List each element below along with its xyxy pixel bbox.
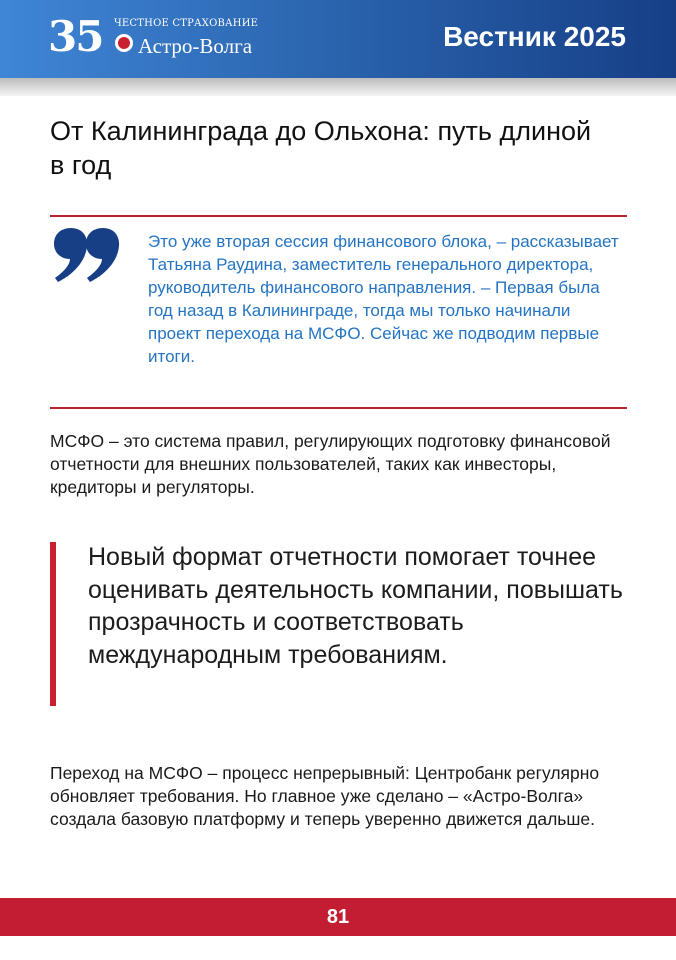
page-number: 81 <box>326 906 350 928</box>
quote-top-divider <box>50 215 627 217</box>
quote-text: Это уже вторая сессия финансового блока, – рассказывает Татьяна Раудина, заместитель генерального директора, руководитель финансового направления. – Первая была год назад в Калининграде, тогда мы только начинали проект перехода на МСФО. Сейчас же подводим первые итоги. <box>148 232 619 366</box>
quote-bottom-divider <box>50 407 627 409</box>
logo-number: 35 <box>48 12 103 61</box>
callout-accent-bar <box>50 542 56 706</box>
footer-bar <box>0 898 676 936</box>
publication-title: Вестник 2025 <box>443 21 626 52</box>
logo-name: Астро-Волга <box>138 34 253 58</box>
paragraph-msfo-definition: МСФО – это система правил, регулирующих подготовку финансовой отчетности для внешних пользователей, таких как инвесторы, кредиторы и регуляторы. <box>50 431 611 497</box>
header-shadow <box>0 78 676 96</box>
logo-tagline: ЧЕСТНОЕ СТРАХОВАНИЕ <box>114 18 259 29</box>
paragraph-transition: Переход на МСФО – процесс непрерывный: Центробанк регулярно обновляет требования. Но главное уже сделано – «Астро-Волга» создала базовую платформу и теперь уверенно движется дальше. <box>50 763 600 829</box>
logo-emblem-icon <box>115 34 133 52</box>
article-title: От Калининграда до Ольхона: путь длиной в год <box>50 116 592 180</box>
callout-text: Новый формат отчетности помогает точнее оценивать деятельность компании, повышать прозрачность и соответствовать международным требованиям. <box>88 543 623 669</box>
quote-mark-icon <box>52 226 120 284</box>
header-bar <box>0 0 676 78</box>
